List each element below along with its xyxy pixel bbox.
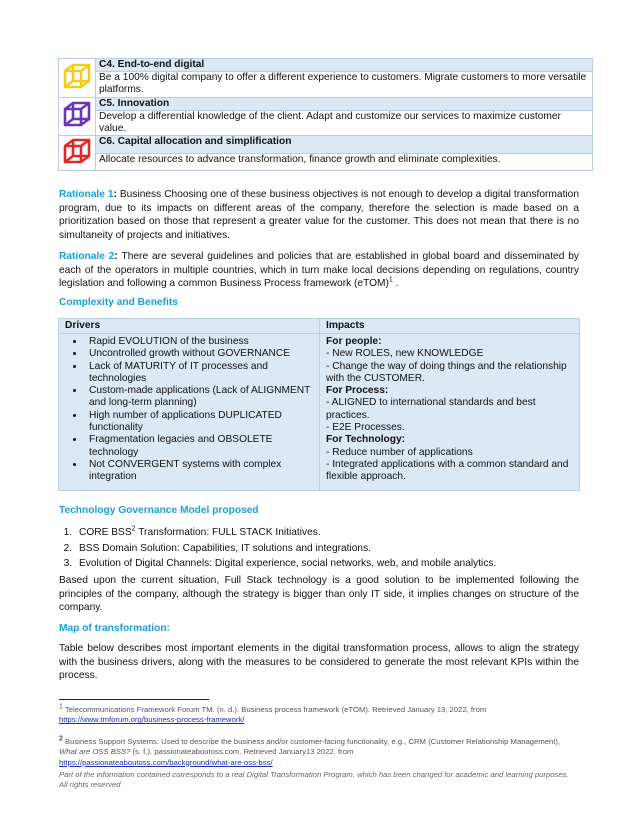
driver-item: • Custom-made applications (Lack of ALIGNMENT and long-term planning) [85,385,313,410]
impact-group-heading: For Technology: [326,434,406,446]
objective-title: C4. End-to-end digital [96,59,593,72]
objective-desc-row [59,153,593,171]
rationale-2-tail: . [392,278,399,290]
driver-item: • Lack of MATURITY of IT processes and technologies [85,361,313,386]
footnote-1-number: 1 [59,703,63,711]
objective-description: Allocate resources to advance transformation, finance growth and eliminate complexities. [96,153,593,171]
rationale-1-label: Rationale 1 [59,189,114,200]
impacts-header: Impacts [320,319,580,334]
objective-title: C5. Innovation [96,97,593,110]
footnote-2 [59,737,579,768]
governance-item [75,541,595,557]
rationale-2-label: Rationale 2 [59,251,115,262]
drivers-header: Drivers [59,319,320,334]
map-heading: Map of transformation: [59,623,170,634]
impacts-cell [320,334,580,491]
footnote-2-text: Business Support Systems: Used to describe the business and/or customer-facing functionality, e.g., CRM (Customer Relationship Management), [62,737,561,746]
impact-line: - Reduce number of applications [326,446,473,458]
footnote-1-link[interactable]: https://www.tmforum.org/business-process-framework/ [59,715,245,725]
cube-icon-svg [63,138,91,164]
footnote-separator [59,699,209,700]
impact-line: - Change the way of doing things and the relationship with the CUSTOMER. [326,360,567,384]
footnote-1-text: Telecommunications Framework Forum TM. (n. d.). Business process framework (eTOM). Retrieved January 13, 2022, from [62,705,487,714]
impact-group-heading: For Process: [326,385,389,397]
footnote-note: Part of the information contained corresponds to a real Digital Transformation Program, which has been changed for academic and learning purposes. All rights reserved [59,770,569,790]
rationale-2-paragraph [59,250,579,291]
cube-icon-svg [63,101,91,127]
governance-item-text: Evolution of Digital Channels: Digital experience, social networks, web, and mobile analytics. [79,558,497,569]
governance-item [75,556,595,572]
governance-item-text: BSS Domain Solution: Capabilities, IT solutions and integrations. [79,542,372,554]
driver-item: • Fragmentation legacies and OBSOLETE technology [85,434,313,459]
rationale-1-paragraph [59,188,579,242]
footnote-2-link[interactable]: https://passionateaboutoss.com/background/what-are-oss-bss/ [59,757,273,767]
impact-line: - Integrated applications with a common standard and flexible approach. [326,458,569,483]
driver-item: • High number of applications DUPLICATED functionality [85,410,313,435]
governance-item-text: CORE BSS [79,527,132,538]
complexity-heading: Complexity and Benefits [59,297,178,308]
driver-item: • Not CONVERGENT systems with complex integration [85,459,313,484]
drivers-impacts-table [58,318,580,491]
drivers-list [65,336,313,484]
rationale-1-colon: : [113,189,117,200]
footnote-ref-2[interactable]: 2 [131,525,136,533]
impact-group-heading: For people: [326,336,382,347]
footnote-2-number: 2 [59,735,63,743]
governance-list [59,525,595,572]
objective-desc-row [59,72,593,97]
map-paragraph: Table below describes most important elements in the digital transformation process, allows to align the strategy with the business drivers, along with the measures to be considered to generate the most relevant KPIs within the process. [59,643,579,682]
impact-line: - E2E Processes. [326,422,405,434]
governance-heading: Technology Governance Model proposed [59,505,259,516]
governance-item-tail: Transformation: FULL STACK Initiatives. [135,527,321,538]
cube-icon [59,59,96,98]
full-stack-paragraph: Based upon the current situation, Full Stack technology is a good solution to be implemented following the principles of the company, although the strategy is bigger than only IT side, it implies changes on structure of the company. [59,575,579,614]
cube-icon [59,136,96,171]
objective-desc-row [59,110,593,135]
rationale-1-text: Business Choosing one of these business objectives is not enough to develop a digital transformation program, due to its impacts on different areas of the company, therefore the selection is made based on a prioritization based on those that represent a greater value for the customer. This does not mean that there is no simultaneity of projects and initiatives. [59,189,579,241]
impact-line: - New ROLES, new KNOWLEDGE [326,348,484,360]
impact-line: - ALIGNED to international standards and best practices. [326,397,536,421]
objective-description: Be a 100% digital company to offer a different experience to customers. Migrate customers to more versatile platforms. [96,72,593,97]
objective-description: Develop a differential knowledge of the client. Adapt and customize our services to maximize customer value. [96,110,593,135]
footnote-2-text2: (s. f.). passionateaboutoss.com. Retrieved January13 2022, from [130,747,354,757]
footnote-2-italic: What are OSS BSS? [59,747,131,757]
drivers-cell [59,334,320,491]
footnote-1 [59,705,579,726]
cube-icon [59,97,96,136]
objective-title-row [59,136,593,154]
objective-title-row [59,97,593,110]
governance-item [75,525,595,541]
objective-title-row [59,59,593,72]
driver-item: • Uncontrolled growth without GOVERNANCE [85,348,313,360]
cube-icon-svg [63,63,91,89]
driver-item: • Rapid EVOLUTION of the business [85,336,313,348]
footnote-ref-1[interactable]: 1 [388,276,393,284]
objective-title: C6. Capital allocation and simplification [96,136,593,154]
rationale-2-text: There are several guidelines and policies that are established in global board and disseminated by each of the operators in multiple countries, which in turn make local decisions depending on regulations, country legislation and following a common Business Process framework (eTOM) [59,251,580,290]
objectives-table [58,58,593,171]
rationale-2-colon: : [114,251,118,262]
